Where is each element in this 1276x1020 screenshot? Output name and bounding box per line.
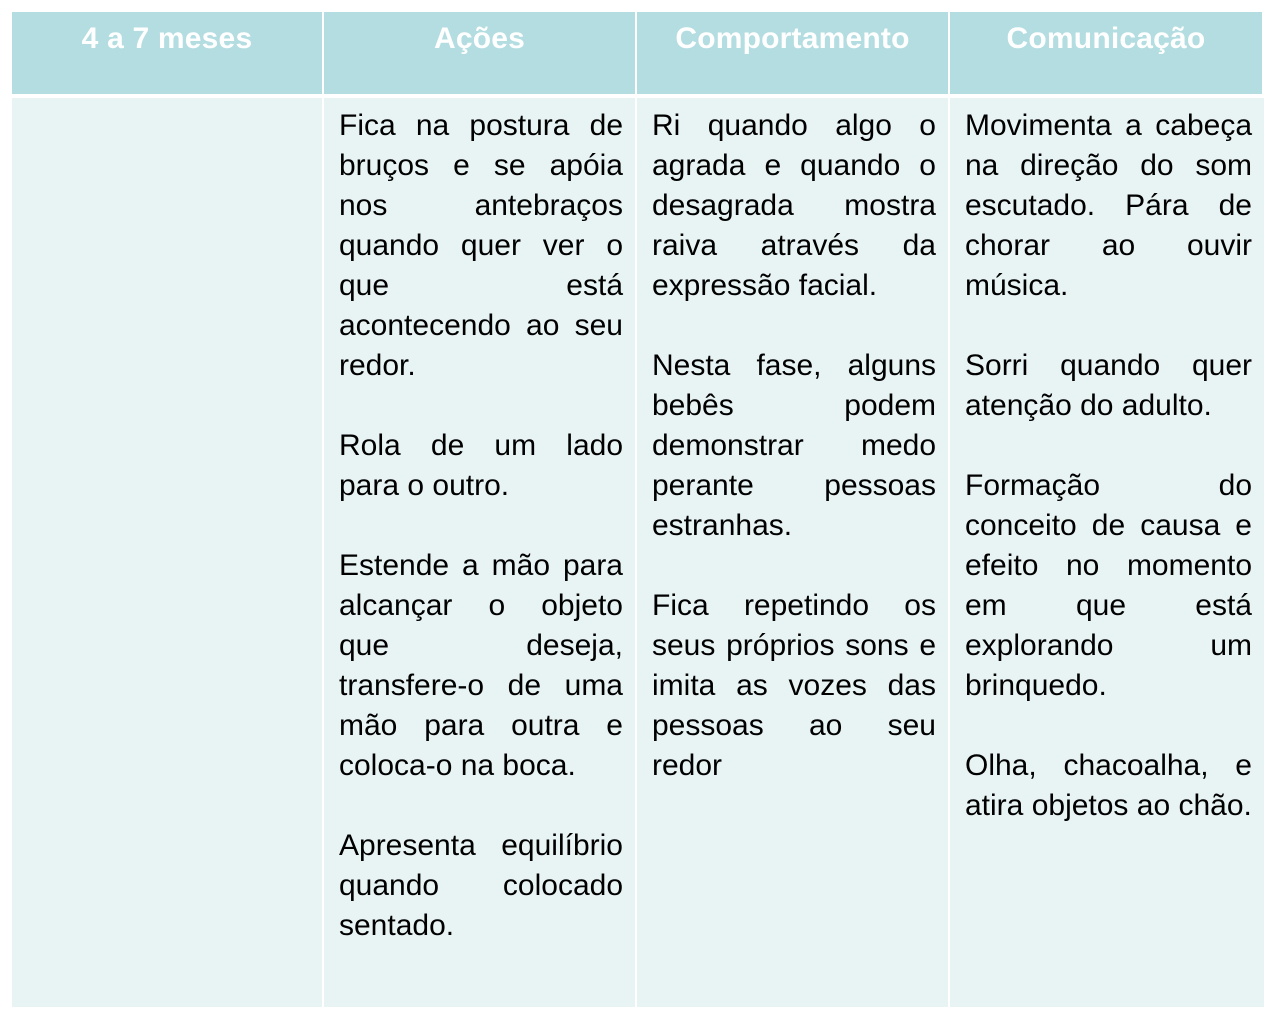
cell-comunicacao bbox=[950, 98, 1264, 1007]
comportamento-paragraph: Nesta fase, alguns bebês podem demonstrar medo perante pessoas estranhas. bbox=[652, 349, 936, 542]
comunicacao-paragraph: Sorri quando quer atenção do adulto. bbox=[965, 349, 1252, 422]
cell-age-range-empty bbox=[12, 98, 324, 1007]
acoes-paragraph: Fica na postura de bruços e se apóia nos antebraços quando quer ver o que está acontecendo ao seu redor. bbox=[339, 109, 623, 382]
acoes-paragraph: Apresenta equilíbrio quando colocado sentado. bbox=[339, 829, 623, 942]
header-age-range: 4 a 7 meses bbox=[12, 12, 324, 98]
comunicacao-paragraph: Formação do conceito de causa e efeito no momento em que está explorando um brinquedo. bbox=[965, 469, 1252, 702]
cell-comportamento bbox=[637, 98, 950, 1007]
development-table bbox=[12, 12, 1264, 1007]
header-acoes: Ações bbox=[324, 12, 637, 98]
comportamento-paragraph: Fica repetindo os seus próprios sons e imita as vozes das pessoas ao seu redor bbox=[652, 589, 936, 782]
comunicacao-paragraph: Olha, chacoalha, e atira objetos ao chão. bbox=[965, 749, 1252, 822]
header-comportamento: Comportamento bbox=[637, 12, 950, 98]
acoes-paragraph: Estende a mão para alcançar o objeto que deseja, transfere-o de uma mão para outra e coloca-o na boca. bbox=[339, 549, 623, 782]
acoes-paragraph: Rola de um lado para o outro. bbox=[339, 429, 623, 502]
cell-acoes bbox=[324, 98, 637, 1007]
header-comunicacao: Comunicação bbox=[950, 12, 1264, 98]
comportamento-paragraph: Ri quando algo o agrada e quando o desagrada mostra raiva através da expressão facial. bbox=[652, 109, 936, 302]
comunicacao-paragraph: Movimenta a cabeça na direção do som escutado. Pára de chorar ao ouvir música. bbox=[965, 109, 1252, 302]
